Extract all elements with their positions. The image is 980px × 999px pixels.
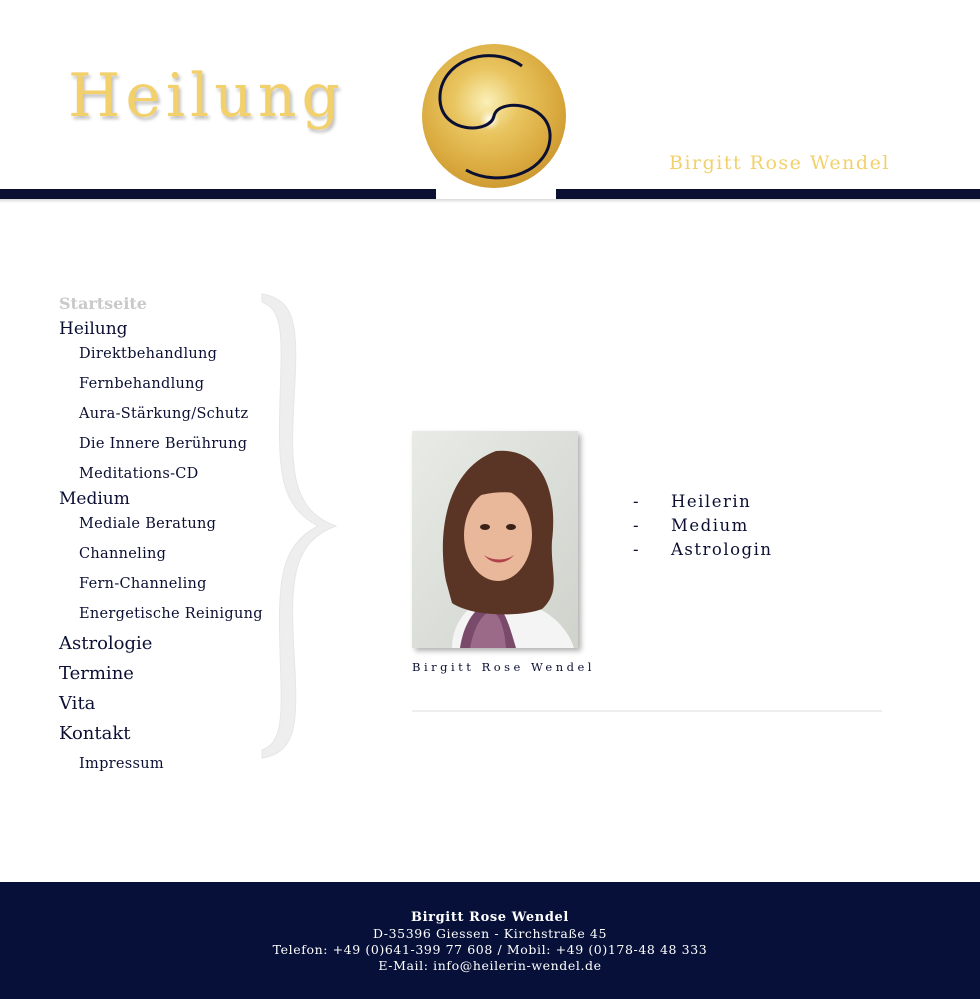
nav-item-kontakt[interactable]: Kontakt bbox=[59, 723, 131, 744]
nav-item-vita[interactable]: Vita bbox=[59, 693, 96, 714]
nav-item-heilung[interactable]: Heilung bbox=[59, 319, 128, 339]
role-label: Heilerin bbox=[671, 492, 752, 511]
nav-item-channeling[interactable]: Channeling bbox=[79, 546, 167, 562]
header bbox=[0, 0, 980, 200]
role-dash: - bbox=[633, 492, 641, 511]
curly-brace-decoration bbox=[258, 290, 342, 762]
nav-item-innere-beruehrung[interactable]: Die Innere Berührung bbox=[79, 436, 248, 452]
nav-item-direktbehandlung[interactable]: Direktbehandlung bbox=[79, 346, 218, 362]
footer-name: Birgitt Rose Wendel bbox=[411, 910, 569, 925]
portrait-photo bbox=[412, 431, 578, 648]
header-bar-right bbox=[556, 189, 980, 199]
site-title[interactable]: Heilung bbox=[68, 61, 345, 131]
site-subtitle: Birgitt Rose Wendel bbox=[669, 152, 890, 174]
nav-item-fernbehandlung[interactable]: Fernbehandlung bbox=[79, 376, 205, 392]
nav-item-mediale-beratung[interactable]: Mediale Beratung bbox=[79, 516, 217, 532]
footer-address: D-35396 Giessen - Kirchstraße 45 bbox=[372, 926, 608, 941]
logo-icon[interactable] bbox=[418, 42, 570, 194]
nav-item-medium[interactable]: Medium bbox=[59, 489, 130, 509]
nav-item-energetische-reinigung[interactable]: Energetische Reinigung bbox=[79, 606, 263, 622]
photo-caption: Birgitt Rose Wendel bbox=[412, 660, 595, 674]
role-dash: - bbox=[633, 516, 641, 535]
nav-item-meditations-cd[interactable]: Meditations-CD bbox=[79, 466, 199, 482]
footer-email[interactable]: E-Mail: info@heilerin-wendel.de bbox=[378, 958, 602, 973]
nav-item-startseite[interactable]: Startseite bbox=[59, 294, 147, 313]
nav-item-astrologie[interactable]: Astrologie bbox=[59, 633, 153, 654]
role-dash: - bbox=[633, 540, 641, 559]
nav-item-termine[interactable]: Termine bbox=[59, 663, 134, 684]
nav-item-aura-staerkung[interactable]: Aura-Stärkung/Schutz bbox=[79, 406, 249, 422]
nav-item-impressum[interactable]: Impressum bbox=[79, 756, 164, 772]
footer bbox=[0, 882, 980, 999]
header-bar-left bbox=[0, 189, 436, 199]
footer-phone: Telefon: +49 (0)641-399 77 608 / Mobil: +49 (0)178-48 48 333 bbox=[272, 942, 708, 957]
nav-item-fern-channeling[interactable]: Fern-Channeling bbox=[79, 576, 207, 592]
content-divider bbox=[412, 710, 882, 712]
role-label: Astrologin bbox=[671, 540, 773, 559]
header-bar-shadow bbox=[0, 199, 980, 203]
role-label: Medium bbox=[671, 516, 749, 535]
